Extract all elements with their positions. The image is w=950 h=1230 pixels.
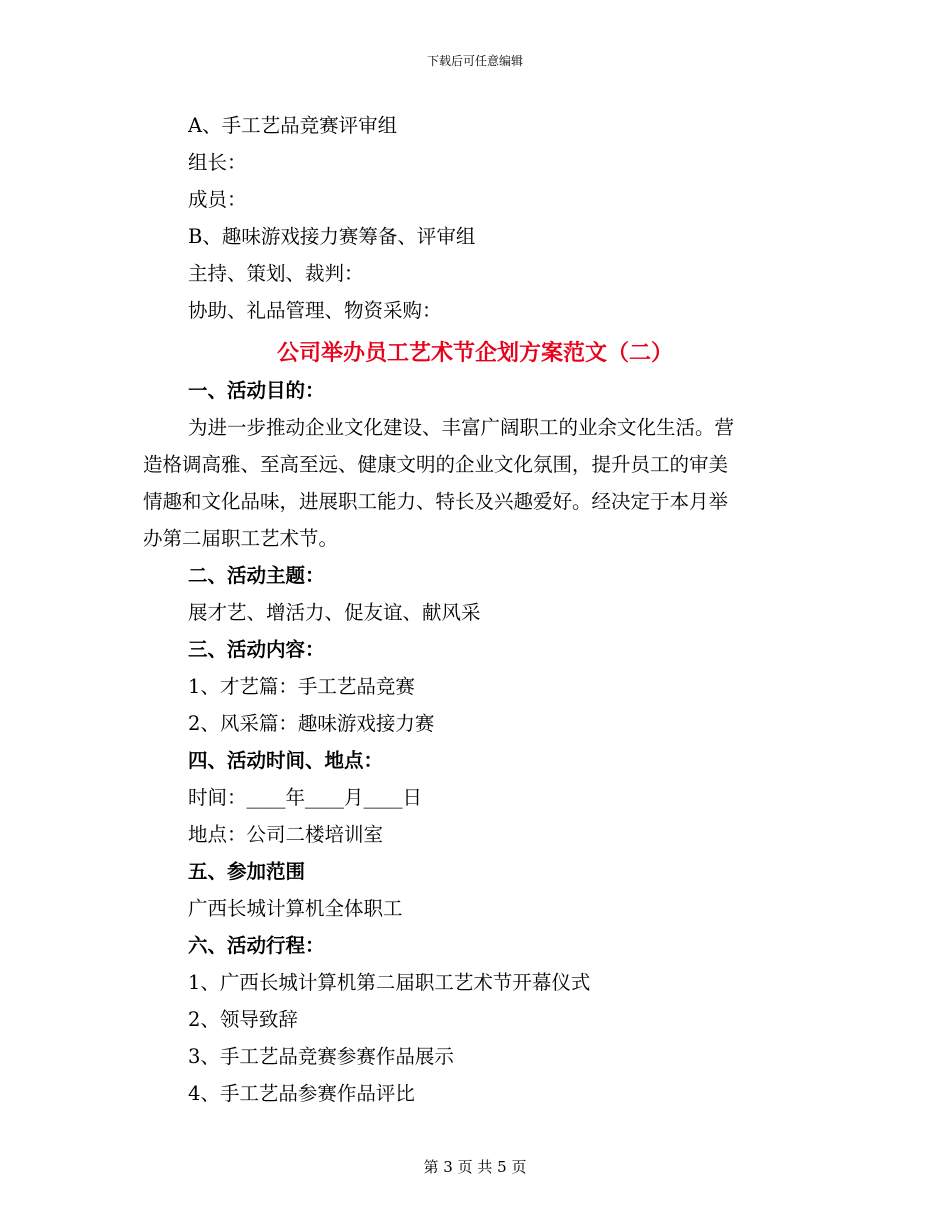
- section-heading: 二、活动主题：: [188, 564, 325, 587]
- page-header: 下载后可任意编辑: [426, 54, 523, 68]
- text-line: 成员：: [188, 188, 247, 211]
- text-line: 展才艺、增活力、促友谊、献风采: [188, 601, 481, 624]
- paragraph-line: 为进一步推动企业文化建设、丰富广阔职工的业余文化生活。营: [188, 416, 735, 439]
- list-item: 3、手工艺品竞赛参赛作品展示: [188, 1045, 454, 1068]
- document-title: 公司举办员工艺术节企划方案范文（二）: [276, 340, 673, 366]
- section-heading: 三、活动内容：: [188, 638, 325, 661]
- list-item: 1、广西长城计算机第二届职工艺术节开幕仪式: [188, 971, 591, 994]
- section-heading: 五、参加范围: [188, 860, 306, 883]
- section-heading: 四、活动时间、地点：: [188, 749, 384, 772]
- paragraph-line: 情趣和文化品味，进展职工能力、特长及兴趣爱好。经决定于本月举: [143, 490, 729, 513]
- text-line: 组长：: [188, 151, 247, 174]
- place-line: 地点：公司二楼培训室: [188, 823, 384, 846]
- text-line: 主持、策划、裁判：: [188, 262, 364, 285]
- text-line: B、趣味游戏接力赛筹备、评审组: [188, 225, 476, 248]
- list-item: 2、风采篇：趣味游戏接力赛: [188, 712, 435, 735]
- paragraph-line: 办第二届职工艺术节。: [143, 527, 339, 550]
- list-item: 2、领导致辞: [188, 1008, 298, 1031]
- list-item: 4、手工艺品参赛作品评比: [188, 1082, 415, 1105]
- text-line: 广西长城计算机全体职工: [188, 897, 403, 920]
- paragraph-line: 造格调高雅、至高至远、健康文明的企业文化氛围，提升员工的审美: [143, 453, 729, 476]
- section-heading: 一、活动目的：: [188, 379, 325, 402]
- list-item: 1、才艺篇：手工艺品竞赛: [188, 675, 415, 698]
- text-line: A、手工艺品竞赛评审组: [188, 114, 398, 137]
- text-line: 协助、礼品管理、物资采购：: [188, 299, 442, 322]
- page-footer: 第 3 页 共 5 页: [423, 1158, 527, 1176]
- section-heading: 六、活动行程：: [188, 934, 325, 957]
- time-line: 时间：____年____月____日: [188, 786, 423, 809]
